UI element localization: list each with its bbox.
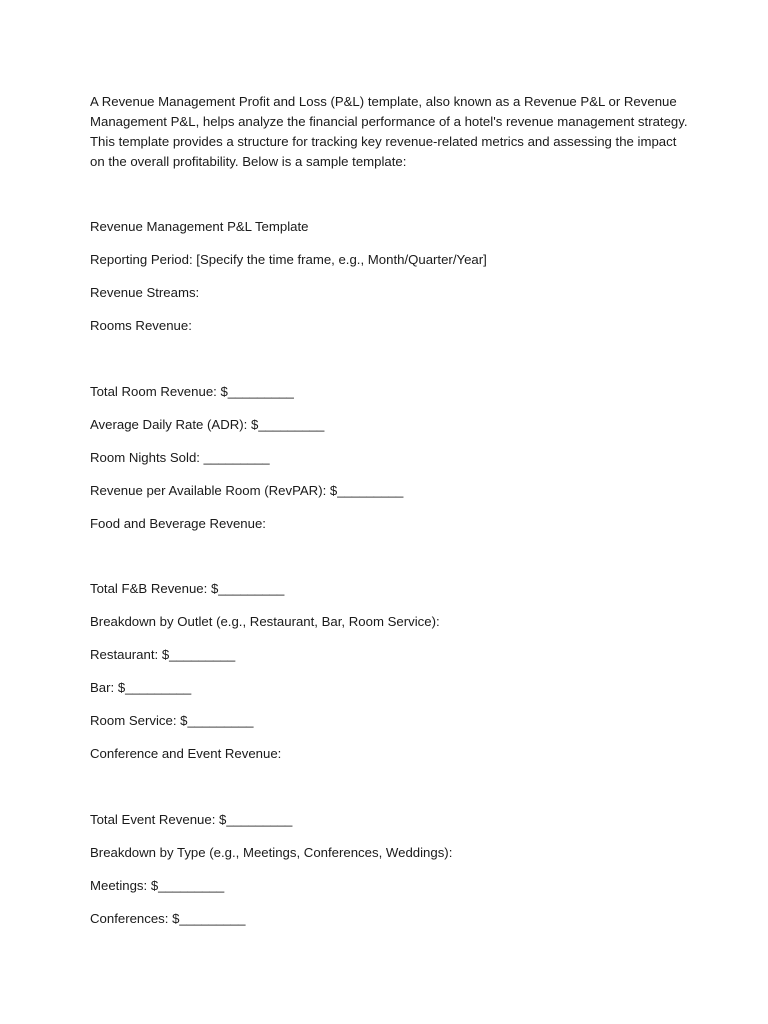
restaurant-line: Restaurant: $_________ <box>90 647 236 662</box>
total-fb-revenue-line: Total F&B Revenue: $_________ <box>90 581 285 596</box>
breakdown-by-outlet-line: Breakdown by Outlet (e.g., Restaurant, Bar, Room Service): <box>90 614 440 629</box>
conferences-line: Conferences: $_________ <box>90 911 246 926</box>
total-event-revenue-line: Total Event Revenue: $_________ <box>90 812 293 827</box>
adr-line: Average Daily Rate (ADR): $_________ <box>90 417 325 432</box>
bar-line: Bar: $_________ <box>90 680 192 695</box>
template-title: Revenue Management P&L Template <box>90 219 309 234</box>
reporting-period-line: Reporting Period: [Specify the time frame, e.g., Month/Quarter/Year] <box>90 252 487 267</box>
revpar-line: Revenue per Available Room (RevPAR): $_________ <box>90 483 404 498</box>
room-nights-sold-line: Room Nights Sold: _________ <box>90 450 270 465</box>
intro-paragraph: A Revenue Management Profit and Loss (P&L) template, also known as a Revenue P&L or Revenue Management P&L, helps analyze the financial performance of a hotel's revenue management strategy. This template provides a structure for tracking key revenue-related metrics and assessing the impact on the overall profitability. Below is a sample template: <box>90 94 688 169</box>
meetings-line: Meetings: $_________ <box>90 878 225 893</box>
conference-event-revenue-heading: Conference and Event Revenue: <box>90 746 282 761</box>
room-service-line: Room Service: $_________ <box>90 713 254 728</box>
breakdown-by-type-line: Breakdown by Type (e.g., Meetings, Conferences, Weddings): <box>90 845 453 860</box>
revenue-streams-heading: Revenue Streams: <box>90 285 200 300</box>
total-room-revenue-line: Total Room Revenue: $_________ <box>90 384 294 399</box>
fb-revenue-heading: Food and Beverage Revenue: <box>90 516 266 531</box>
rooms-revenue-heading: Rooms Revenue: <box>90 318 192 333</box>
